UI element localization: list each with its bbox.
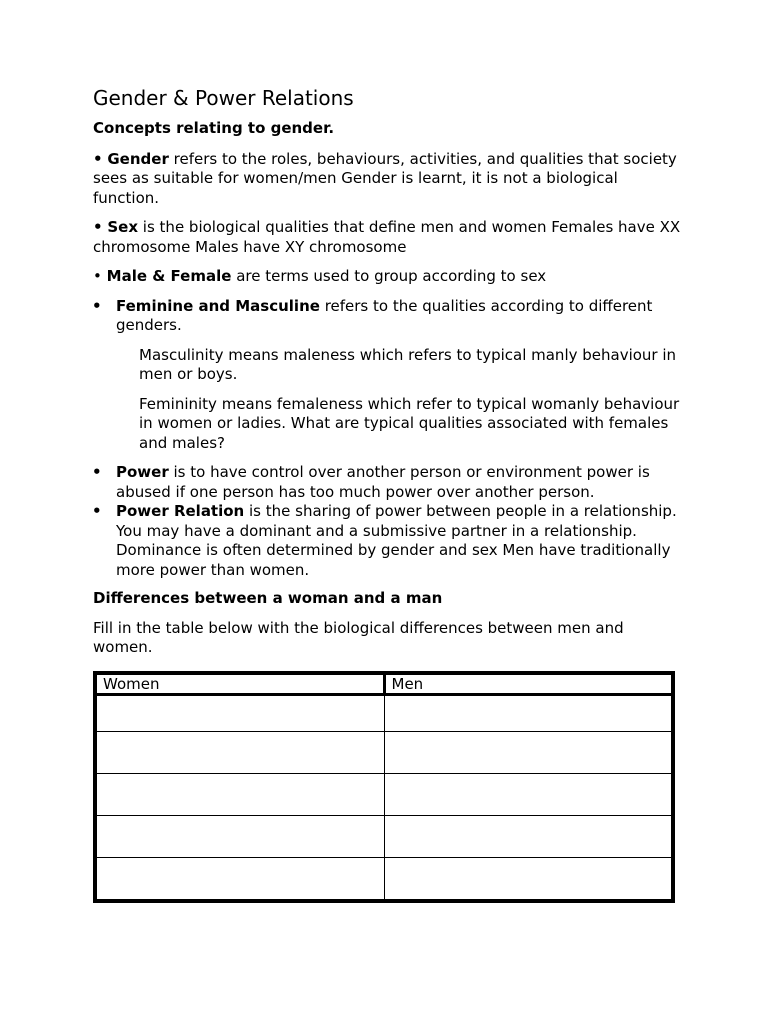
cell-men[interactable]: [384, 694, 673, 731]
list-item-power-relation: [93, 502, 683, 580]
list-item-power: [93, 463, 683, 502]
page-title: Gender & Power Relations: [93, 86, 354, 110]
list-item-term: Feminine and Masculine: [116, 296, 320, 315]
bullet-icon: •: [92, 502, 102, 520]
header-women: Women: [95, 673, 384, 695]
table-row: [95, 731, 673, 773]
power-bullet-list: [93, 463, 683, 580]
bullet-icon: •: [92, 296, 102, 315]
table-row: [95, 773, 673, 815]
document-content: [93, 86, 683, 903]
cell-women[interactable]: [95, 815, 384, 857]
concept-text: refers to the roles, behaviours, activities, and qualities that society sees as suitable for women/men Gender is learnt, it is not a biological function.: [93, 149, 677, 207]
table-row: [95, 857, 673, 901]
concept-term: Male & Female: [106, 267, 232, 285]
differences-table: [93, 671, 675, 903]
cell-women[interactable]: [95, 773, 384, 815]
bullet-icon: •: [92, 463, 102, 481]
concept-male-female: [93, 267, 683, 287]
cell-women[interactable]: [95, 857, 384, 901]
concept-bullet: •: [93, 267, 102, 285]
list-item-text: refers to the qualities according to different genders.: [116, 296, 653, 334]
concept-text: are terms used to group according to sex: [231, 267, 547, 285]
cell-men[interactable]: [384, 815, 673, 857]
list-item-term: Power: [116, 463, 169, 481]
cell-men[interactable]: [384, 857, 673, 901]
cell-women[interactable]: [95, 731, 384, 773]
concept-term: Sex: [107, 218, 139, 236]
concept-bullet: •: [93, 149, 103, 168]
cell-women[interactable]: [95, 694, 384, 731]
femininity-note: Femininity means femaleness which refer to typical womanly behaviour in women or ladies. What are typical qualities associated with females and males?: [139, 394, 680, 452]
concepts-subheading: Concepts relating to gender.: [93, 119, 335, 137]
concept-sex: [93, 218, 683, 257]
concept-gender: [93, 150, 683, 209]
list-item-text: is to have control over another person or environment power is abused if one person has too much power over another person.: [116, 463, 650, 501]
list-item-text: is the sharing of power between people in a relationship. You may have a dominant and a submissive partner in a relationship. Dominance is often determined by gender and sex Men have traditionally more power than women.: [116, 502, 677, 579]
list-item-feminine-masculine: [93, 297, 683, 336]
concept-text: is the biological qualities that define men and women Females have XX chromosome Males have XY chromosome: [93, 218, 681, 256]
concept-bullet-list: [93, 297, 683, 336]
table-header-row: [95, 673, 673, 695]
header-men: Men: [384, 673, 673, 695]
differences-heading: Differences between a woman and a man: [93, 589, 443, 607]
table-instruction: Fill in the table below with the biological differences between men and women.: [93, 618, 624, 656]
concept-bullet: •: [93, 218, 103, 236]
cell-men[interactable]: [384, 731, 673, 773]
cell-men[interactable]: [384, 773, 673, 815]
table-row: [95, 815, 673, 857]
list-item-term: Power Relation: [116, 502, 245, 520]
concept-term: Gender: [107, 149, 169, 168]
table-row: [95, 694, 673, 731]
masculinity-note: Masculinity means maleness which refers to typical manly behaviour in men or boys.: [139, 345, 677, 383]
